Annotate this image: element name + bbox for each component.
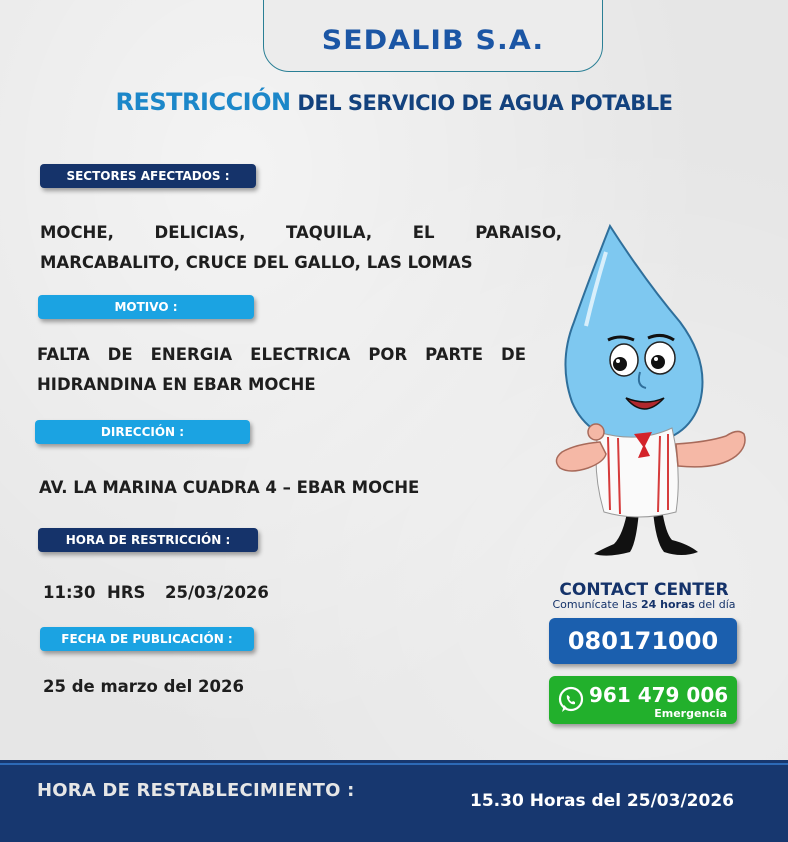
direccion-value: AV. LA MARINA CUADRA 4 – EBAR MOCHE — [39, 478, 420, 497]
footer-label: HORA DE RESTABLECIMIENTO : — [37, 780, 355, 801]
contact-center-title: CONTACT CENTER — [559, 580, 729, 600]
footer-stripe — [0, 763, 788, 765]
water-drop-mascot-icon — [548, 222, 754, 567]
title-highlight: RESTRICCIÓN — [115, 88, 291, 116]
whatsapp-icon — [557, 686, 585, 714]
whatsapp-number: 961 479 006 — [589, 683, 729, 707]
hora-label: HORA DE RESTRICCIÓN : — [38, 528, 258, 552]
sectores-label: SECTORES AFECTADOS : — [40, 164, 256, 188]
hora-date: 25/03/2026 — [165, 583, 269, 602]
sectores-value: MOCHE, DELICIAS, TAQUILA, EL PARAISO, MARCABALITO, CRUCE DEL GALLO, LAS LOMAS — [40, 223, 562, 272]
brand-logo: SEDALIB S.A. — [321, 25, 545, 56]
publicacion-label: FECHA DE PUBLICACIÓN : — [40, 627, 254, 651]
subtitle-pre: Comunícate las — [552, 598, 641, 611]
whatsapp-button[interactable] — [549, 676, 737, 724]
whatsapp-label: Emergencia — [654, 707, 727, 720]
subtitle-bold: 24 horas — [641, 598, 695, 611]
hora-time: 11:30 HRS — [43, 583, 146, 602]
subtitle-post: del día — [694, 598, 736, 611]
phone-number-button[interactable]: 080171000 — [549, 618, 737, 664]
title-rest: DEL SERVICIO DE AGUA POTABLE — [297, 91, 673, 115]
motivo-label: MOTIVO : — [38, 295, 254, 319]
direccion-label: DIRECCIÓN : — [35, 420, 250, 444]
publicacion-value: 25 de marzo del 2026 — [43, 677, 244, 696]
contact-center-subtitle — [544, 598, 744, 611]
page-title — [0, 88, 788, 116]
motivo-value: FALTA DE ENERGIA ELECTRICA POR PARTE DE HIDRANDINA EN EBAR MOCHE — [37, 345, 526, 394]
footer-value: 15.30 Horas del 25/03/2026 — [470, 791, 734, 811]
logo-box — [263, 0, 603, 72]
